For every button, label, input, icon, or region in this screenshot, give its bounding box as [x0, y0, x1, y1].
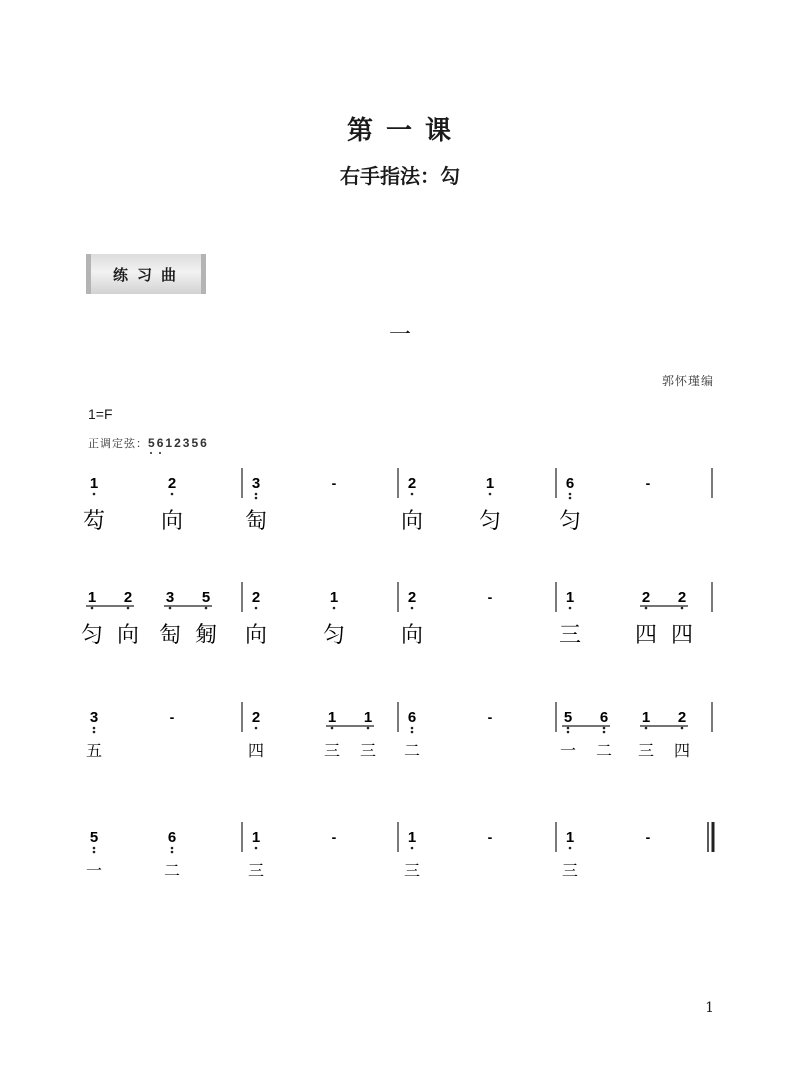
- low-octave-dot: [255, 847, 258, 850]
- score-note: 1: [407, 829, 417, 846]
- low-octave-dot: [411, 607, 414, 610]
- finger-syllable: 匀: [558, 509, 582, 534]
- score-note: 2: [167, 475, 177, 492]
- finger-syllable: 匀: [322, 623, 346, 648]
- finger-syllable: 一: [559, 741, 577, 760]
- dash-note: -: [487, 709, 493, 725]
- low-octave-dot: [93, 731, 96, 734]
- score-note: 5: [89, 829, 99, 846]
- finger-syllable: 三: [403, 861, 421, 880]
- finger-syllable: 芶: [82, 509, 106, 534]
- finger-syllable: 四: [670, 623, 694, 648]
- low-octave-dot: [411, 847, 414, 850]
- finger-syllable: 向: [400, 509, 424, 534]
- score-note: 1: [565, 829, 575, 846]
- score-note: 1: [641, 709, 651, 726]
- finger-syllable: 三: [637, 741, 655, 760]
- score-note: 2: [407, 589, 417, 606]
- tuning-label: 正调定弦：: [88, 437, 148, 450]
- score-note: 1: [87, 589, 97, 606]
- key-signature: 1=F: [88, 406, 113, 422]
- score-note: 1: [329, 589, 339, 606]
- score-note: 5: [201, 589, 211, 606]
- low-octave-dot: [567, 727, 570, 730]
- finger-syllable: 二: [595, 741, 613, 760]
- finger-syllable: 匋: [244, 509, 268, 534]
- low-octave-dot: [411, 493, 414, 496]
- dash-note: -: [487, 829, 493, 845]
- score-note: 2: [641, 589, 651, 606]
- finger-syllable: 三: [558, 623, 582, 648]
- score-note: 1: [89, 475, 99, 492]
- dash-note: -: [331, 829, 337, 845]
- finger-syllable: 匑: [194, 623, 218, 648]
- score-note: 2: [677, 589, 687, 606]
- finger-syllable: 四: [634, 623, 658, 648]
- score-note: 6: [407, 709, 417, 726]
- low-octave-dot: [255, 493, 258, 496]
- finger-syllable: 三: [561, 861, 579, 880]
- low-octave-dot: [567, 731, 570, 734]
- low-octave-dot: [91, 607, 94, 610]
- finger-syllable: 二: [403, 741, 421, 760]
- low-octave-dot: [331, 727, 334, 730]
- low-octave-dot: [681, 607, 684, 610]
- score-note: 2: [407, 475, 417, 492]
- low-octave-dot: [411, 727, 414, 730]
- finger-syllable: 三: [323, 741, 341, 760]
- low-octave-dot: [489, 493, 492, 496]
- page-number: 1: [705, 1000, 714, 1016]
- score-note: 1: [251, 829, 261, 846]
- score-note: 3: [89, 709, 99, 726]
- low-octave-dot: [333, 607, 336, 610]
- finger-syllable: 向: [116, 623, 140, 648]
- score-note: 3: [251, 475, 261, 492]
- low-octave-dot: [603, 731, 606, 734]
- low-octave-dot: [171, 493, 174, 496]
- finger-syllable: 三: [247, 861, 265, 880]
- score-note: 1: [327, 709, 337, 726]
- lesson-subtitle: 右手指法：勾: [340, 164, 460, 188]
- low-octave-dot: [603, 727, 606, 730]
- section-tag-label: 练习曲: [112, 266, 185, 284]
- finger-syllable: 三: [359, 741, 377, 760]
- piece-number: 一: [388, 323, 411, 348]
- arranger-credit: 郭怀瑾编: [661, 374, 714, 388]
- score-note: 2: [677, 709, 687, 726]
- low-octave-dot: [569, 607, 572, 610]
- low-octave-dot: [255, 607, 258, 610]
- finger-syllable: 向: [400, 623, 424, 648]
- tuning-note: 5: [148, 436, 155, 450]
- score-note: 2: [251, 709, 261, 726]
- finger-syllable: 一: [85, 861, 103, 880]
- low-octave-dot: [171, 847, 174, 850]
- finger-syllable: 匀: [478, 509, 502, 534]
- low-octave-dot: [255, 497, 258, 500]
- finger-syllable: 五: [85, 741, 103, 760]
- score-note: 6: [599, 709, 609, 726]
- low-octave-dot: [93, 493, 96, 496]
- low-octave-dot: [169, 607, 172, 610]
- low-octave-dot: [645, 727, 648, 730]
- low-octave-dot: [255, 727, 258, 730]
- finger-syllable: 向: [160, 509, 184, 534]
- low-octave-dot: [93, 847, 96, 850]
- finger-syllable: 匋: [158, 623, 182, 648]
- low-octave-dot: [171, 851, 174, 854]
- score-note: 2: [123, 589, 133, 606]
- low-octave-dot: [569, 493, 572, 496]
- finger-syllable: 向: [244, 623, 268, 648]
- low-octave-dot: [569, 497, 572, 500]
- tuning-note: 6: [200, 436, 207, 450]
- score-note: 1: [485, 475, 495, 492]
- tuning-note: 3: [182, 436, 190, 450]
- dash-note: -: [169, 709, 175, 725]
- low-octave-dot: [93, 727, 96, 730]
- finger-syllable: 二: [163, 861, 181, 880]
- dash-note: -: [487, 589, 493, 605]
- score-note: 6: [565, 475, 575, 492]
- score-note: 6: [167, 829, 177, 846]
- score-note: 5: [563, 709, 573, 726]
- score-note: 2: [251, 589, 261, 606]
- lesson-title: 第 一 课: [346, 116, 454, 146]
- dash-note: -: [331, 475, 337, 491]
- tuning-note: 5: [191, 436, 199, 450]
- finger-syllable: 四: [247, 741, 265, 760]
- low-octave-dot: [411, 731, 414, 734]
- score-note: 3: [165, 589, 175, 606]
- low-octave-dot: [205, 607, 208, 610]
- score-note: 1: [565, 589, 575, 606]
- low-octave-dot: [127, 607, 130, 610]
- finger-syllable: 匀: [80, 623, 104, 648]
- low-octave-dot: [367, 727, 370, 730]
- low-octave-dot: [93, 851, 96, 854]
- dash-note: -: [645, 829, 651, 845]
- low-octave-dot: [569, 847, 572, 850]
- low-octave-dot: [645, 607, 648, 610]
- finger-syllable: 四: [673, 741, 691, 760]
- tuning-note: 1: [165, 436, 173, 450]
- low-octave-dot: [681, 727, 684, 730]
- tuning-note: 2: [174, 436, 181, 450]
- dash-note: -: [645, 475, 651, 491]
- score-note: 1: [363, 709, 373, 726]
- tuning-note: 6: [156, 436, 164, 450]
